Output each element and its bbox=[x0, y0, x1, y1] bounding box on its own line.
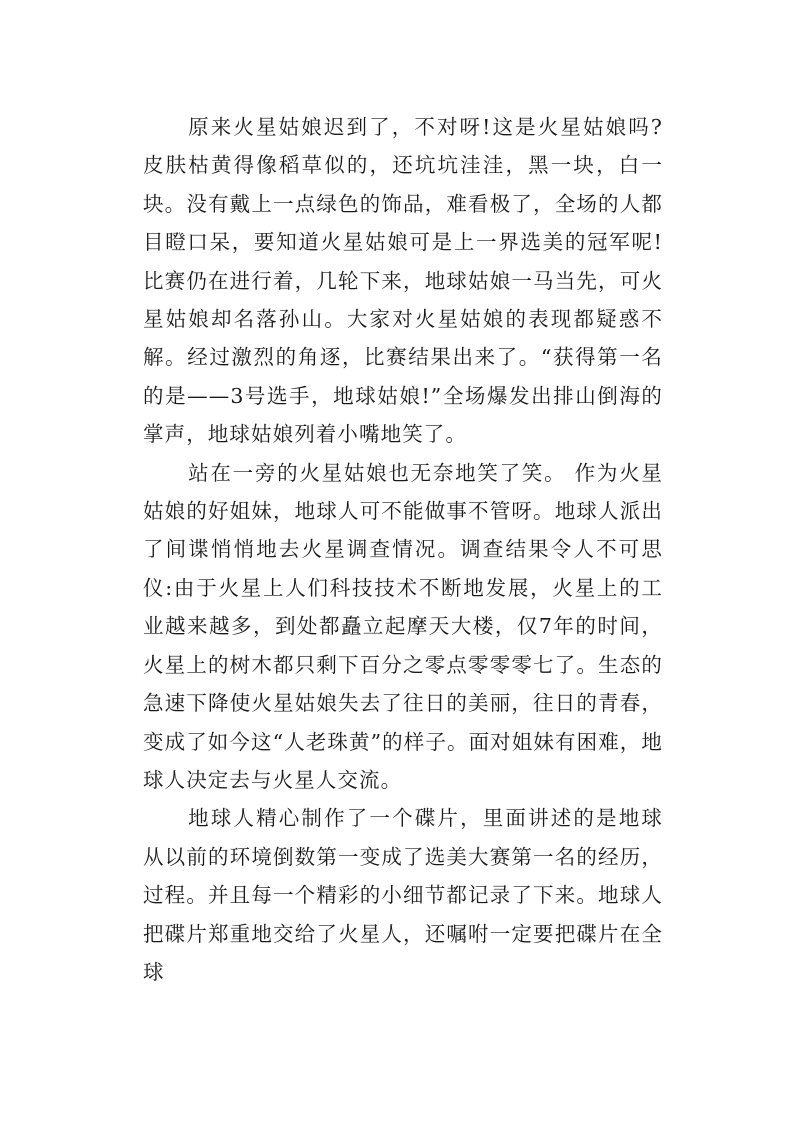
paragraph-2: 站在一旁的火星姑娘也无奈地笑了笑。 作为火星姑娘的好姐妹，地球人可不能做事不管呀。地球人派出了间谍悄悄地去火星调查情况。调查结果令人不可思仪:由于火星上人们科技技术不断地发展，火星上的工业越来越多，到处都矗立起摩天大楼，仅7年的时间，火星上的树木都只剩下百分之零点零零零七了。生态的急速下降使火星姑娘失去了往日的美丽，往日的青春，变成了如今这“人老珠黄”的样子。面对姐妹有困难，地球人决定去与火星人交流。 bbox=[143, 460, 663, 792]
paragraph-1: 原来火星姑娘迟到了，不对呀!这是火星姑娘吗?皮肤枯黄得像稻草似的，还坑坑洼洼，黑一块，白一块。没有戴上一点绿色的饰品，难看极了，全场的人都目瞪口呆，要知道火星姑娘可是上一界选美的冠军呢!比赛仍在进行着，几轮下来，地球姑娘一马当先，可火星姑娘却名落孙山。大家对火星姑娘的表现都疑惑不解。经过激烈的角逐，比赛结果出来了。“获得第一名的是——3号选手，地球姑娘!”全场爆发出排山倒海的掌声，地球姑娘列着小嘴地笑了。 bbox=[143, 115, 663, 447]
story-text bbox=[143, 108, 663, 991]
paragraph-3: 地球人精心制作了一个碟片，里面讲述的是地球从以前的环境倒数第一变成了选美大赛第一名的经历，过程。并且每一个精彩的小细节都记录了下来。地球人把碟片郑重地交给了火星人，还嘱咐一定要把碟片在全球 bbox=[143, 806, 663, 984]
